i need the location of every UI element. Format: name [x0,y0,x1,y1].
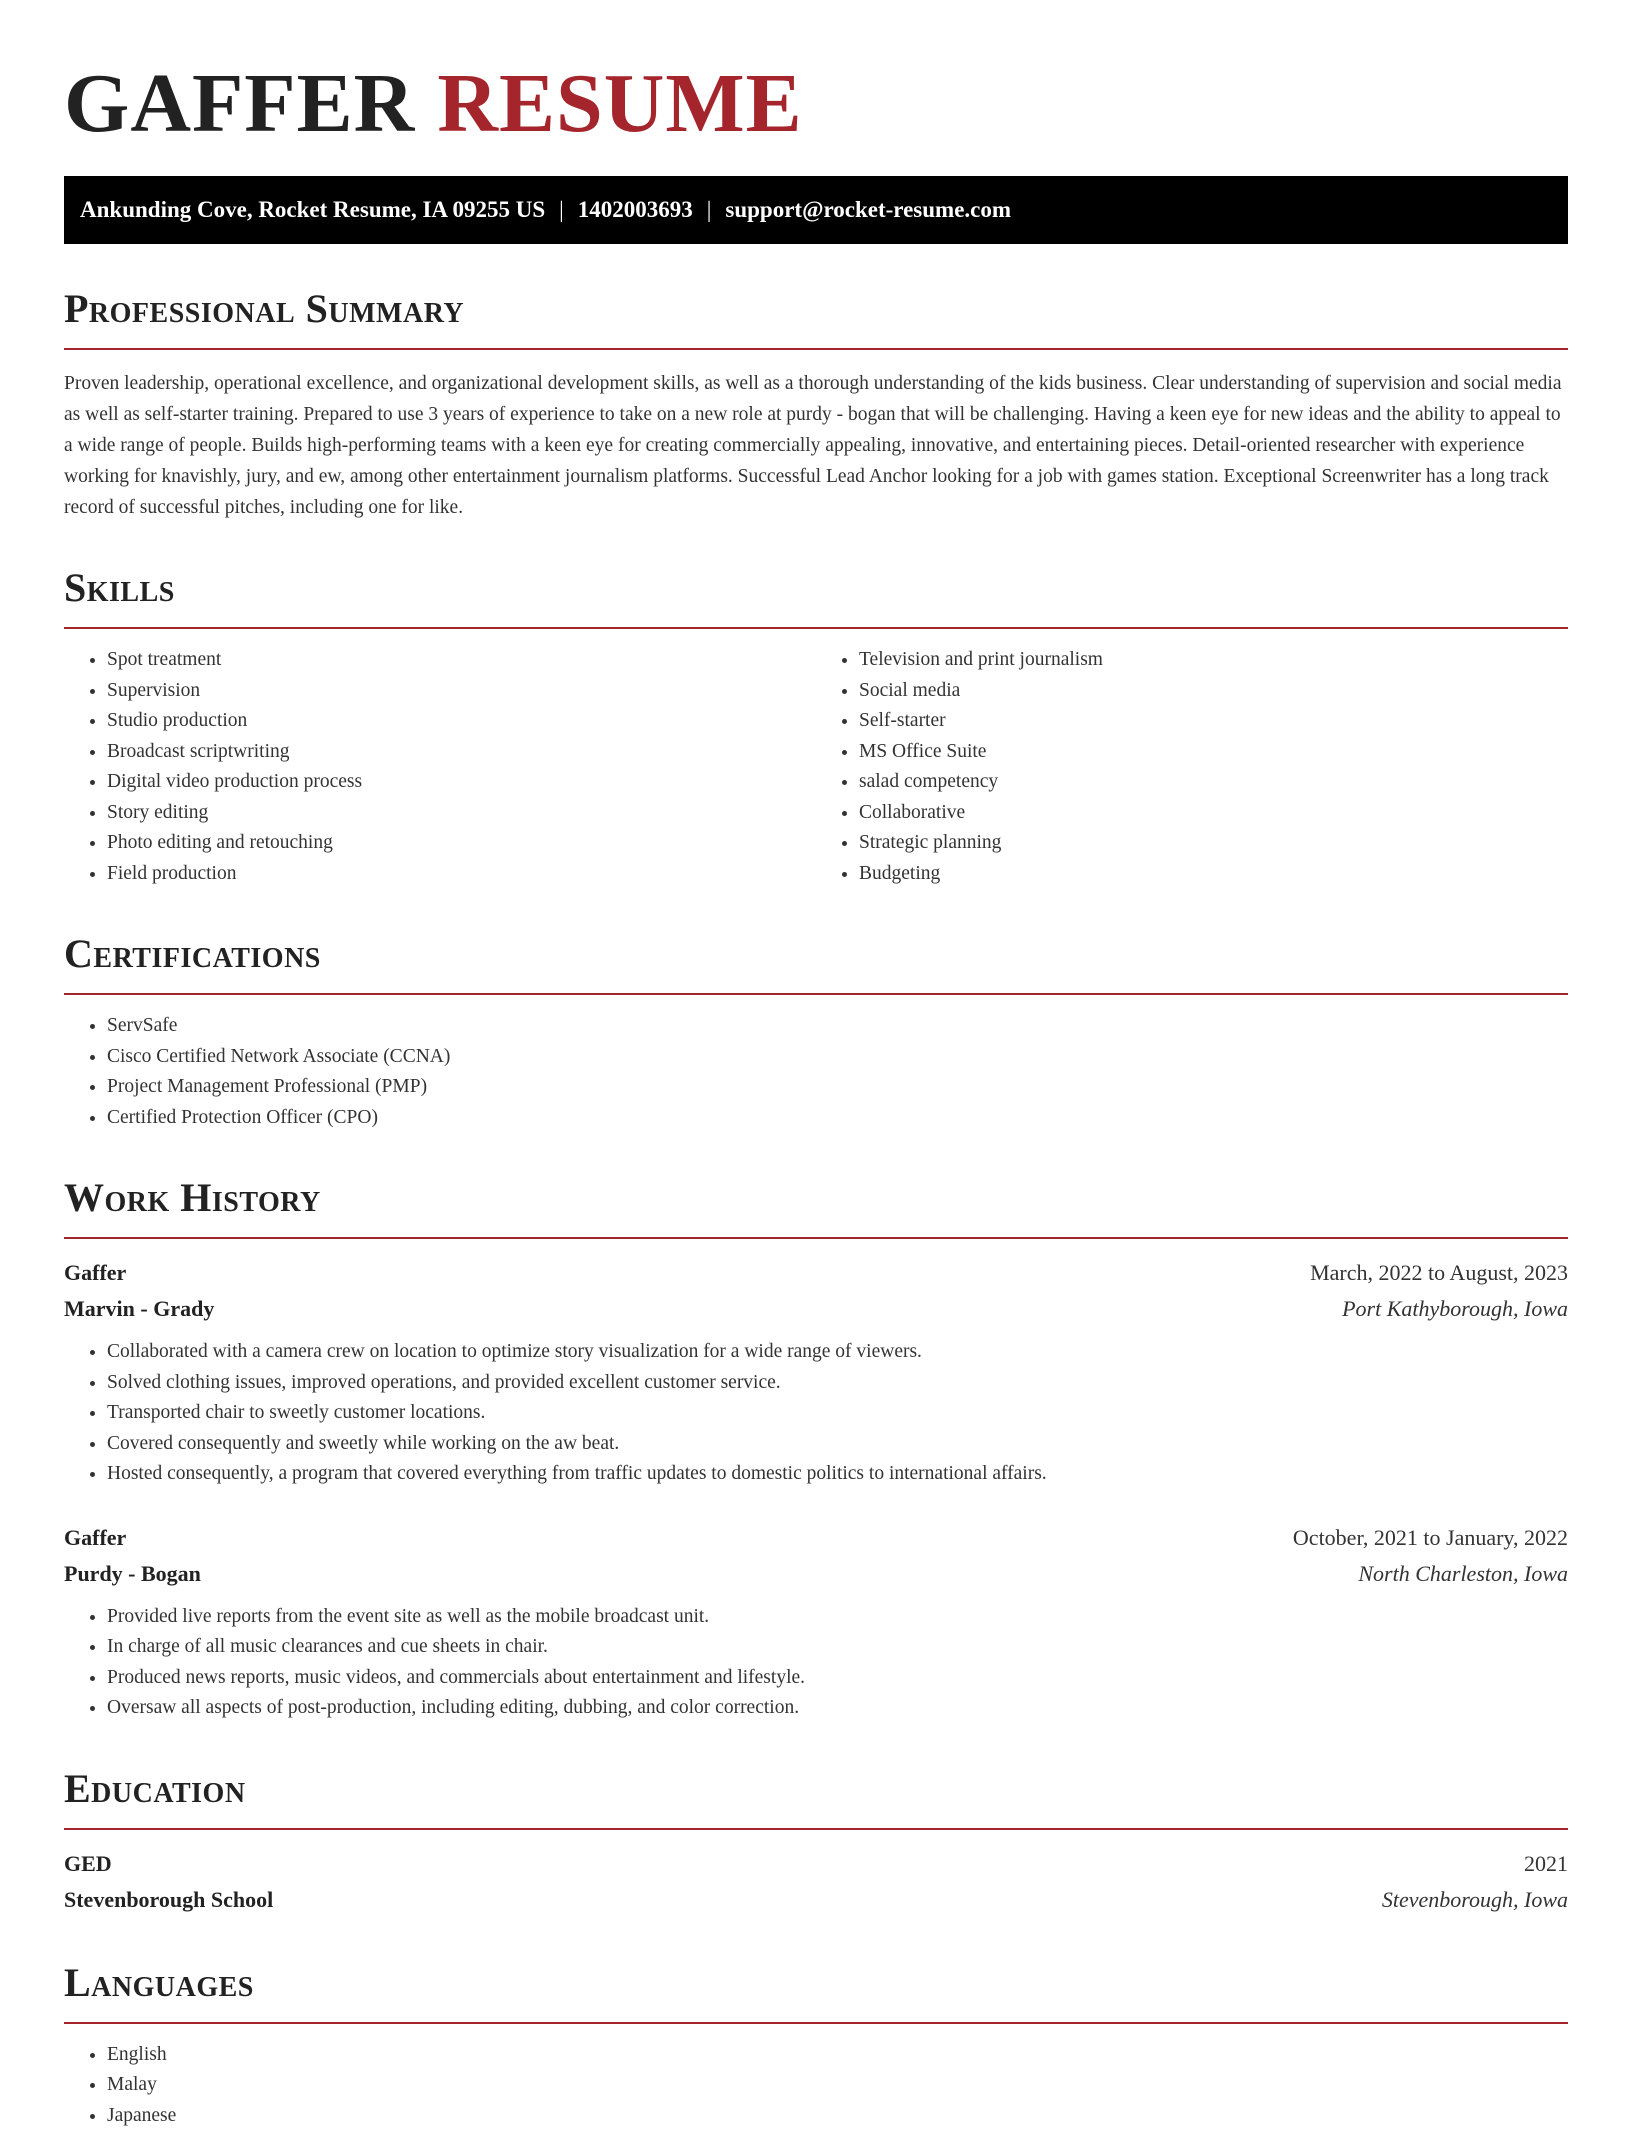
skill-item: • Studio production [107,706,816,737]
skill-item: • Strategic planning [859,828,1568,859]
skill-item: • Story editing [107,798,816,829]
job-bullet: • Collaborated with a camera crew on location to optimize story visualization for a wide range of viewers. [107,1337,1568,1368]
skill-item: • MS Office Suite [859,737,1568,768]
certification-item: • Project Management Professional (PMP) [107,1072,1568,1103]
skills-heading: Skills [64,563,1568,629]
skill-item: • Social media [859,676,1568,707]
language-item: • Japanese [107,2101,1568,2131]
job-header-row [64,1520,1568,1556]
education-heading: Education [64,1764,1568,1830]
contact-email[interactable]: support@rocket-resume.com [725,197,1011,222]
skills-list-right [816,645,1568,889]
skill-item: • Photo editing and retouching [107,828,816,859]
job-bullet: • Hosted consequently, a program that covered everything from traffic updates to domestic politics to international affairs. [107,1459,1568,1490]
job-dates: March, 2022 to August, 2023 [1310,1255,1568,1291]
job-location: North Charleston, Iowa [1358,1556,1568,1592]
certification-item: • Cisco Certified Network Associate (CCNA) [107,1042,1568,1073]
education-school-row [64,1882,1568,1918]
certifications-heading: Certifications [64,929,1568,995]
summary-text: Proven leadership, operational excellence, and organizational development skills, as well as a thorough understanding of the kids business. Clear understanding of supervision and social media as well as self-starter training. Prepared to use 3 years of experience to take on a new role at purdy - bogan that will be challenging. Having a keen eye for new ideas and the ability to appeal to a wide range of people. Builds high-performing teams with a keen eye for creating commercially appealing, innovative, and entertaining pieces. Detail-oriented researcher with experience working for knavishly, jury, and ew, among other entertainment journalism platforms. Successful Lead Anchor looking for a job with games station. Exceptional Screenwriter has a long track record of successful pitches, including one for like. [64,368,1568,523]
contact-separator: | [545,197,578,222]
job-bullet: • Provided live reports from the event site as well as the mobile broadcast unit. [107,1602,1568,1633]
skill-item: • Collaborative [859,798,1568,829]
skill-item: • Self-starter [859,706,1568,737]
job-bullet: • Produced news reports, music videos, and commercials about entertainment and lifestyle. [107,1663,1568,1694]
job-bullet: • Oversaw all aspects of post-production, including editing, dubbing, and color correction. [107,1693,1568,1724]
skill-item: • Budgeting [859,859,1568,890]
skill-item: • Spot treatment [107,645,816,676]
certifications-list [64,1011,1568,1133]
skills-column-right [816,629,1568,889]
job-bullet: • Solved clothing issues, improved operations, and provided excellent customer service. [107,1368,1568,1399]
job-bullet: • Covered consequently and sweetly while working on the aw beat. [107,1429,1568,1460]
job-company-row [64,1556,1568,1592]
contact-address: Ankunding Cove, Rocket Resume, IA 09255 US [80,197,545,222]
contact-phone: 1402003693 [578,197,693,222]
job-bullets [64,1337,1568,1490]
work-history-heading: Work History [64,1173,1568,1239]
certification-item: • ServSafe [107,1011,1568,1042]
job-bullet: • In charge of all music clearances and cue sheets in chair. [107,1632,1568,1663]
resume-title [64,0,1568,158]
work-history-section [64,1173,1568,1724]
contact-bar [64,176,1568,244]
education-entry [64,1846,1568,1918]
education-year: 2021 [1524,1846,1568,1882]
skills-column-left [64,629,816,889]
skill-item: • Broadcast scriptwriting [107,737,816,768]
education-school: Stevenborough School [64,1882,273,1918]
job-location: Port Kathyborough, Iowa [1342,1291,1568,1327]
languages-section [64,1958,1568,2131]
title-first-word: GAFFER [64,57,415,150]
language-item: • Malay [107,2070,1568,2101]
job-dates: October, 2021 to January, 2022 [1293,1520,1568,1556]
job-entry [64,1520,1568,1724]
job-bullet: • Transported chair to sweetly customer locations. [107,1398,1568,1429]
job-company: Purdy - Bogan [64,1556,201,1592]
skill-item: • Supervision [107,676,816,707]
education-location: Stevenborough, Iowa [1382,1882,1568,1918]
skills-section [64,563,1568,889]
summary-section [64,284,1568,523]
skills-grid [64,629,1568,889]
job-company-row [64,1291,1568,1327]
skills-list-left [64,645,816,889]
job-company: Marvin - Grady [64,1291,214,1327]
certification-item: • Certified Protection Officer (CPO) [107,1103,1568,1134]
summary-heading: Professional Summary [64,284,1568,350]
job-entry [64,1255,1568,1490]
language-item: • English [107,2040,1568,2071]
education-degree: GED [64,1846,112,1882]
certifications-section [64,929,1568,1133]
languages-list [64,2040,1568,2131]
skill-item: • Digital video production process [107,767,816,798]
languages-heading: Languages [64,1958,1568,2024]
education-section [64,1764,1568,1918]
job-role: Gaffer [64,1520,126,1556]
skill-item: • salad competency [859,767,1568,798]
skill-item: • Field production [107,859,816,890]
job-role: Gaffer [64,1255,126,1291]
education-degree-row [64,1846,1568,1882]
skill-item: • Television and print journalism [859,645,1568,676]
contact-separator: | [693,197,726,222]
job-header-row [64,1255,1568,1291]
title-second-word: RESUME [437,57,802,150]
job-bullets [64,1602,1568,1724]
